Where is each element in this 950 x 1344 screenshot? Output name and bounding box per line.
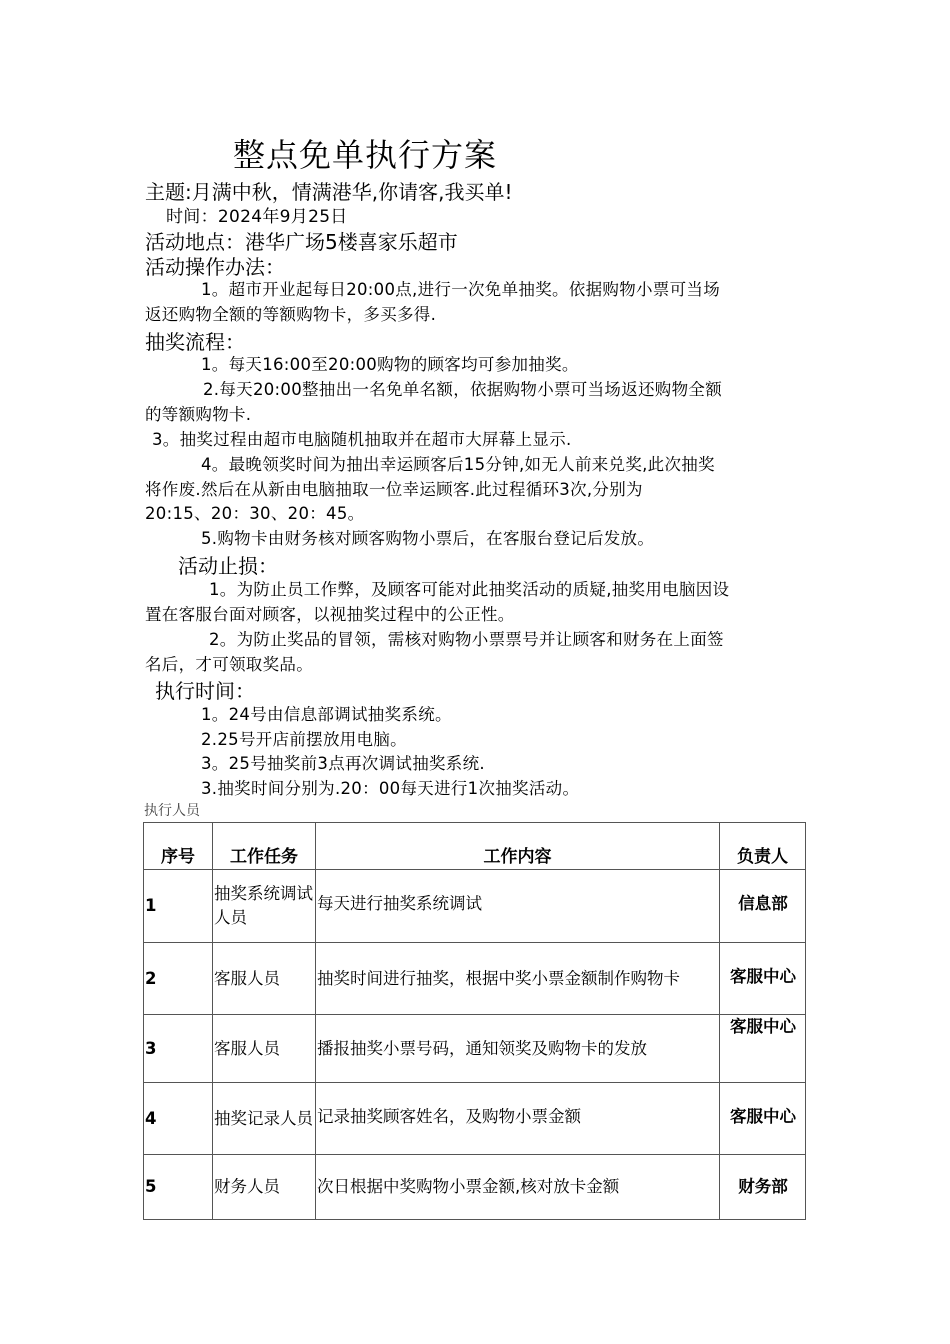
header-no: 序号 [144,823,213,870]
row-no: 1 [144,870,213,943]
location-line: 活动地点：港华广场5楼喜家乐超市 [145,230,458,254]
table-row [144,943,806,1015]
exec-item-4: 3.抽奖时间分别为.20：00每天进行1次抽奖活动。 [201,779,580,798]
method-item-1-line-2: 返还购物全额的等额购物卡，多买多得. [145,305,437,324]
row-task: 客服人员 [213,943,316,1015]
row-owner: 客服中心 [720,943,806,1015]
stoploss-item-1-line-1: 1。为防止员工作弊，及顾客可能对此抽奖活动的质疑,抽奖用电脑因设 [209,580,730,599]
process-item-2-line-2: 的等额购物卡. [145,405,252,424]
row-owner: 客服中心 [720,1015,806,1083]
table-header-row [144,823,806,870]
process-item-2-line-1: 2.每天20:00整抽出一名免单名额，依据购物小票可当场返还购物全额 [203,380,722,399]
table-row [144,1155,806,1220]
table-row [144,870,806,943]
method-item-1-line-1: 1。超市开业起每日20:00点,进行一次免单抽奖。依据购物小票可当场 [201,280,720,299]
table-row [144,1015,806,1083]
row-no: 4 [144,1083,213,1155]
stoploss-item-2-line-2: 名后，才可领取奖品。 [145,655,313,674]
theme-line: 主题:月满中秋，情满港华,你请客,我买单! [145,180,513,204]
method-heading: 活动操作办法： [145,255,285,279]
exec-heading: 执行时间： [155,679,255,703]
row-owner: 客服中心 [720,1083,806,1155]
process-item-4-line-3: 20:15、20：30、20：45。 [145,504,365,523]
time-line: 时间：2024年9月25日 [166,207,348,227]
row-no: 2 [144,943,213,1015]
staff-caption: 执行人员 [144,803,200,819]
row-task: 抽奖系统调试人员 [213,870,316,943]
header-content: 工作内容 [316,823,720,870]
document-title: 整点免单执行方案 [233,136,498,174]
stoploss-item-2-line-1: 2。为防止奖品的冒领，需核对购物小票票号并让顾客和财务在上面签 [209,630,724,649]
process-item-1: 1。每天16:00至20:00购物的顾客均可参加抽奖。 [201,355,579,374]
row-no: 3 [144,1015,213,1083]
stoploss-heading: 活动止损： [178,554,278,578]
staff-table [143,822,806,1220]
exec-item-2: 2.25号开店前摆放用电脑。 [201,730,407,749]
row-no: 5 [144,1155,213,1220]
row-task: 抽奖记录人员 [213,1083,316,1155]
process-item-4-line-2: 将作废.然后在从新由电脑抽取一位幸运顾客.此过程循环3次,分别为 [145,480,643,499]
table-row [144,1083,806,1155]
header-owner: 负责人 [720,823,806,870]
stoploss-item-1-line-2: 置在客服台面对顾客，以视抽奖过程中的公正性。 [145,605,515,624]
process-item-4-line-1: 4。最晚领奖时间为抽出幸运顾客后15分钟,如无人前来兑奖,此次抽奖 [201,455,715,474]
exec-item-3: 3。25号抽奖前3点再次调试抽奖系统. [201,754,485,773]
row-content: 每天进行抽奖系统调试 [316,870,720,943]
header-task: 工作任务 [213,823,316,870]
row-content: 抽奖时间进行抽奖，根据中奖小票金额制作购物卡 [316,943,720,1015]
row-content: 记录抽奖顾客姓名，及购物小票金额 [316,1083,720,1155]
row-task: 客服人员 [213,1015,316,1083]
process-item-5: 5.购物卡由财务核对顾客购物小票后，在客服台登记后发放。 [201,529,655,548]
exec-item-1: 1。24号由信息部调试抽奖系统。 [201,705,452,724]
process-heading: 抽奖流程： [145,330,245,354]
row-content: 次日根据中奖购物小票金额,核对放卡金额 [316,1155,720,1220]
row-content: 播报抽奖小票号码，通知领奖及购物卡的发放 [316,1015,720,1083]
row-owner: 财务部 [720,1155,806,1220]
process-item-3: 3。抽奖过程由超市电脑随机抽取并在超市大屏幕上显示. [152,430,572,449]
row-owner: 信息部 [720,870,806,943]
row-task: 财务人员 [213,1155,316,1220]
